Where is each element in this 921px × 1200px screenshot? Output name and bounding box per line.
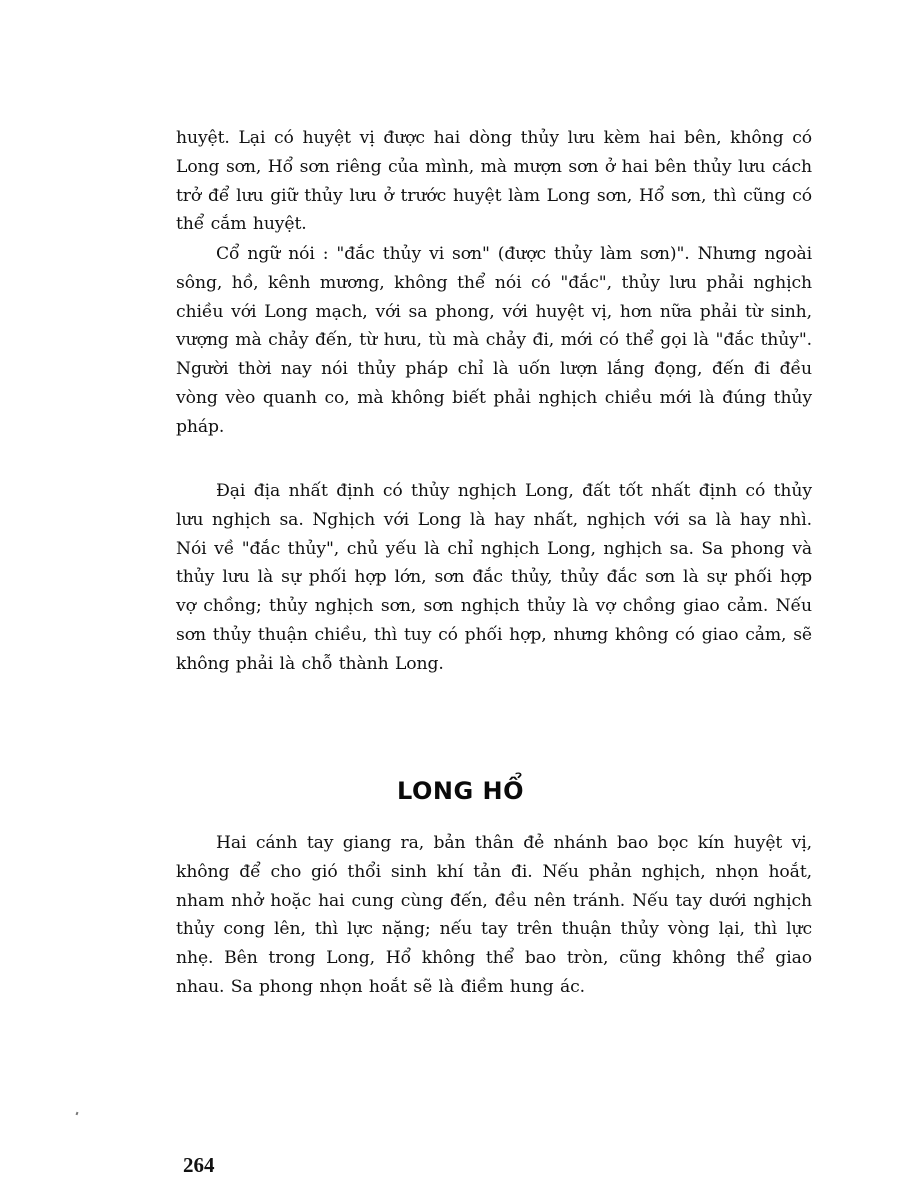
section-heading: LONG HỔ bbox=[397, 776, 524, 805]
paragraph-continuation bbox=[176, 124, 812, 239]
paragraph-dac-thuy bbox=[176, 240, 812, 442]
paragraph-text: Cổ ngữ nói : "đắc thủy vi sơn" (được thủy làm sơn)". Nhưng ngoài sông, hồ, kênh mương, không thể nói có "đắc", thủy lưu phải nghịch chiều với Long mạch, với sa phong, với huyệt vị, hơn nữa phải từ sinh, vượng mà chảy đến, từ hưu, tù mà chảy đi, mới có thể gọi là "đắc thủy". Người thời nay nói thủy pháp chỉ là uốn lượn lắng đọng, đến đi đều vòng vèo quanh co, mà không biết phải nghịch chiều mới là đúng thủy pháp. bbox=[176, 244, 812, 437]
paragraph-text: huyệt. Lại có huyệt vị được hai dòng thủy lưu kèm hai bên, không có Long sơn, Hổ sơn riêng của mình, mà mượn sơn ở hai bên thủy lưu cách trở để lưu giữ thủy lưu ở trước huyệt làm Long sơn, Hổ sơn, thì cũng có thể cắm huyệt. bbox=[176, 128, 812, 235]
scan-speck bbox=[76, 1112, 79, 1116]
paragraph-dai-dia bbox=[176, 477, 812, 679]
paragraph-long-ho bbox=[176, 829, 812, 1002]
paragraph-text: Đại địa nhất định có thủy nghịch Long, đất tốt nhất định có thủy lưu nghịch sa. Nghịch với Long là hay nhất, nghịch với sa là hay nhì. Nói về "đắc thủy", chủ yếu là chỉ nghịch Long, nghịch sa. Sa phong và thủy lưu là sự phối hợp lớn, sơn đắc thủy, thủy đắc sơn là sự phối hợp vợ chồng; thủy nghịch sơn, sơn nghịch thủy là vợ chồng giao cảm. Nếu sơn thủy thuận chiều, thì tuy có phối hợp, nhưng không có giao cảm, sẽ không phải là chỗ thành Long. bbox=[176, 481, 812, 674]
page-number: 264 bbox=[183, 1153, 215, 1177]
paragraph-text: Hai cánh tay giang ra, bản thân đẻ nhánh bao bọc kín huyệt vị, không để cho gió thổi sinh khí tản đi. Nếu phản nghịch, nhọn hoắt, nham nhở hoặc hai cung cùng đến, đều nên tránh. Nếu tay dưới nghịch thủy cong lên, thì lực nặng; nếu tay trên thuận thủy vòng lại, thì lực nhẹ. Bên trong Long, Hổ không thể bao tròn, cũng không thể giao nhau. Sa phong nhọn hoắt sẽ là điềm hung ác. bbox=[176, 833, 812, 997]
